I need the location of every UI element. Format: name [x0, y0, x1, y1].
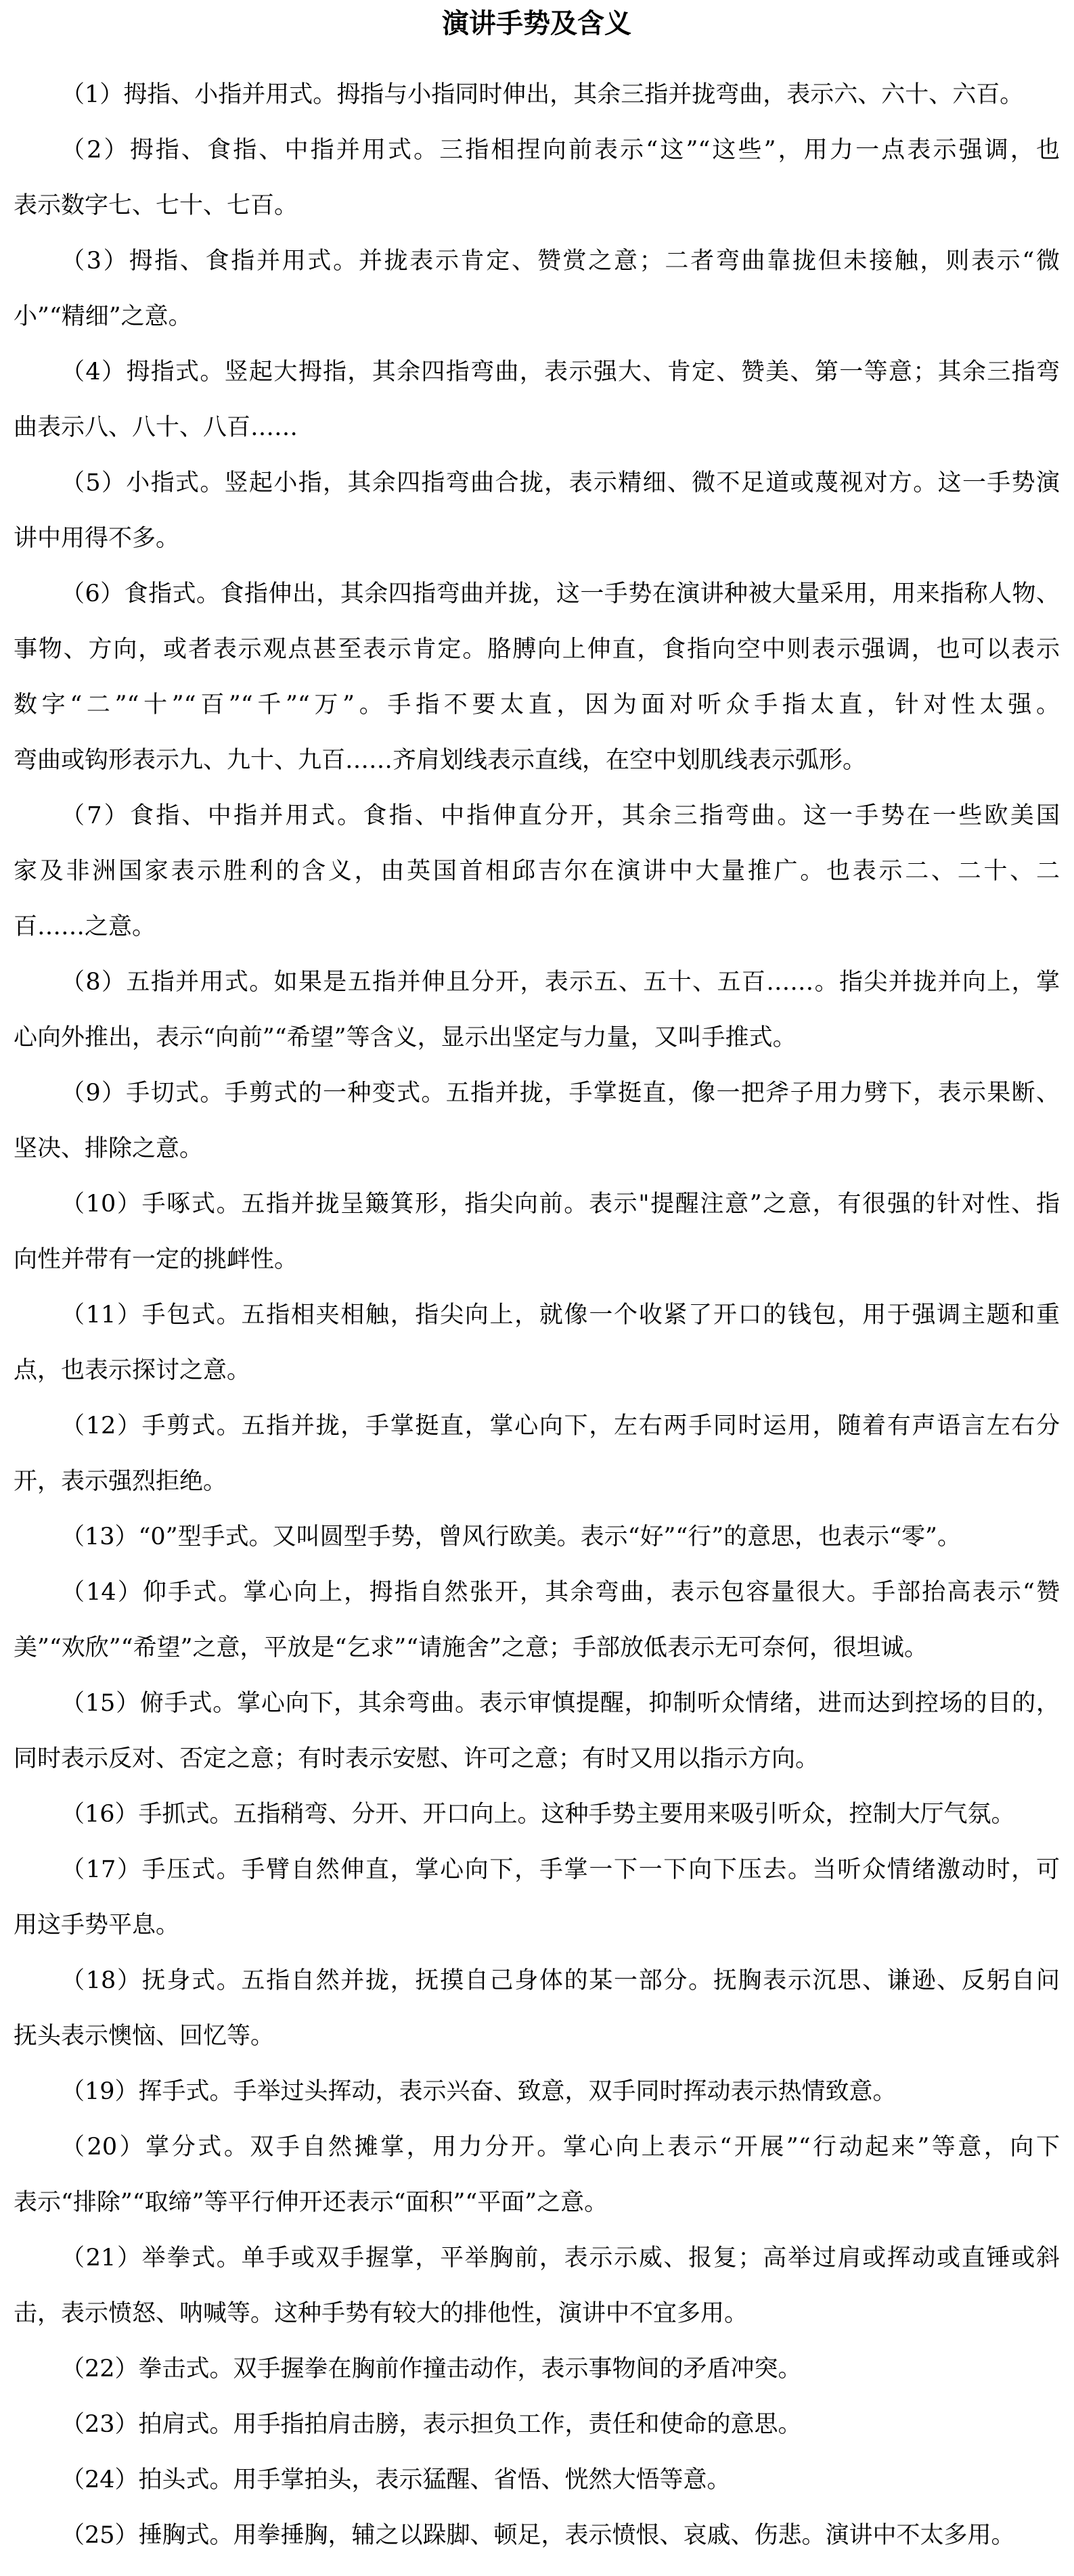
gesture-item-line: （2）拇指、食指、中指并用式。三指相捏向前表示“这”“这些”，用力一点表示强调，也 [61, 137, 1060, 164]
gesture-item-line: 百……之意。 [14, 913, 156, 940]
gesture-item-15 [14, 1676, 1060, 1787]
gesture-item-line: 坚决、排除之意。 [14, 1135, 204, 1162]
gesture-item-line: 同时表示反对、否定之意；有时表示安慰、许可之意；有时又用以指示方向。 [14, 1745, 820, 1772]
gesture-item-line: 家及非洲国家表示胜利的含义，由英国首相邱吉尔在演讲中大量推广。也表示二、二十、二 [14, 858, 1060, 885]
gesture-item-line: 心向外推出，表示“向前”“希望”等含义，显示出坚定与力量，又叫手推式。 [14, 1024, 797, 1051]
gesture-item-line: 表示“排除”“取缔”等平行伸开还表示“面积”“平面”之意。 [14, 2189, 608, 2216]
document-title: 演讲手势及含义 [442, 7, 631, 39]
gesture-item-3 [14, 233, 1060, 344]
gesture-item-line: （16）手抓式。五指稍弯、分开、开口向上。这种手势主要用来吸引听众，控制大厅气氛。 [61, 1801, 1015, 1828]
gesture-item-17 [14, 1842, 1060, 1953]
gesture-item-7 [14, 788, 1060, 954]
gesture-item-14 [14, 1565, 1060, 1676]
gesture-item-line: （3）拇指、食指并用式。并拢表示肯定、赞赏之意；二者弯曲靠拢但未接触，则表示“微 [61, 248, 1060, 275]
gesture-item-line: 击，表示愤怒、呐喊等。这种手势有较大的排他性，演讲中不宜多用。 [14, 2300, 748, 2327]
gesture-item-line: 弯曲或钩形表示九、九十、九百……齐肩划线表示直线，在空中划肌线表示弧形。 [14, 747, 867, 774]
gesture-item-line: 数字“二”“十”“百”“千”“万”。手指不要太直，因为面对听众手指太直，针对性太强。 [14, 691, 1060, 718]
gesture-item-line: （9）手切式。手剪式的一种变式。五指并拢，手掌挺直，像一把斧子用力劈下，表示果断、 [61, 1080, 1060, 1107]
gesture-item-1 [14, 67, 1060, 122]
gesture-item-line: （13）“0”型手式。又叫圆型手势，曾风行欧美。表示“好”“行”的意思，也表示“零”。 [61, 1523, 961, 1550]
gesture-item-13 [14, 1509, 1060, 1565]
gesture-item-line: 开，表示强烈拒绝。 [14, 1468, 227, 1495]
gesture-item-20 [14, 2119, 1060, 2230]
gesture-item-line: （4）拇指式。竖起大拇指，其余四指弯曲，表示强大、肯定、赞美、第一等意；其余三指弯 [61, 359, 1060, 386]
gesture-item-16 [14, 1787, 1060, 1842]
gesture-item-line: （10）手啄式。五指并拢呈簸箕形，指尖向前。表示"提醒注意”之意，有很强的针对性、指 [61, 1191, 1060, 1218]
gesture-item-19 [14, 2064, 1060, 2119]
gesture-item-line: 曲表示八、八十、八百…… [14, 414, 298, 441]
gesture-item-line: （18）抚身式。五指自然并拢，抚摸自己身体的某一部分。抚胸表示沉思、谦逊、反躬自问 [61, 1967, 1060, 1994]
gesture-item-line: （6）食指式。食指伸出，其余四指弯曲并拢，这一手势在演讲种被大量采用，用来指称人物、 [61, 580, 1060, 607]
gesture-item-line: （1）拇指、小指并用式。拇指与小指同时伸出，其余三指并拢弯曲，表示六、六十、六百。 [61, 81, 1024, 108]
gesture-item-25 [14, 2508, 1060, 2563]
gesture-item-line: （12）手剪式。五指并拢，手掌挺直，掌心向下，左右两手同时运用，随着有声语言左右分 [61, 1412, 1060, 1440]
gesture-item-line: 讲中用得不多。 [14, 525, 180, 552]
gesture-item-line: （23）拍肩式。用手指拍肩击膀，表示担负工作，责任和使命的意思。 [61, 2411, 802, 2438]
gesture-item-line: 事物、方向，或者表示观点甚至表示肯定。胳膊向上伸直，食指向空中则表示强调，也可以表示 [14, 636, 1060, 663]
gesture-item-line: （14）仰手式。掌心向上，拇指自然张开，其余弯曲，表示包容量很大。手部抬高表示“赞 [61, 1579, 1060, 1606]
gesture-item-11 [14, 1287, 1060, 1398]
gesture-item-line: 小”“精细”之意。 [14, 303, 192, 330]
gesture-item-21 [14, 2230, 1060, 2341]
gesture-item-12 [14, 1398, 1060, 1509]
gesture-list [14, 67, 1060, 2563]
gesture-item-5 [14, 455, 1060, 566]
gesture-item-line: （15）俯手式。掌心向下，其余弯曲。表示审慎提醒，抑制听众情绪，进而达到控场的目的， [61, 1690, 1060, 1717]
gesture-item-line: （21）举拳式。单手或双手握掌，平举胸前，表示示威、报复；高举过肩或挥动或直锤或斜 [61, 2245, 1060, 2272]
gesture-item-18 [14, 1953, 1060, 2064]
gesture-item-line: （17）手压式。手臂自然伸直，掌心向下，手掌一下一下向下压去。当听众情绪激动时，可 [61, 1856, 1060, 1883]
gesture-item-line: （5）小指式。竖起小指，其余四指弯曲合拢，表示精细、微不足道或蔑视对方。这一手势演 [61, 469, 1060, 497]
gesture-item-line: （24）拍头式。用手掌拍头，表示猛醒、省悟、恍然大悟等意。 [61, 2466, 731, 2493]
gesture-item-23 [14, 2397, 1060, 2452]
gesture-item-line: 抚头表示懊恼、回忆等。 [14, 2023, 275, 2050]
gesture-item-9 [14, 1065, 1060, 1176]
gesture-item-line: （19）挥手式。手举过头挥动，表示兴奋、致意，双手同时挥动表示热情致意。 [61, 2078, 897, 2105]
gesture-item-6 [14, 566, 1060, 788]
gesture-item-line: （7）食指、中指并用式。食指、中指伸直分开，其余三指弯曲。这一手势在一些欧美国 [61, 802, 1060, 829]
gesture-item-line: 美”“欢欣”“希望”之意，平放是“乞求”“请施舍”之意；手部放低表示无可奈何，很坦诚。 [14, 1634, 928, 1661]
gesture-item-10 [14, 1176, 1060, 1287]
gesture-item-line: （8）五指并用式。如果是五指并伸且分开，表示五、五十、五百……。指尖并拢并向上，掌 [61, 969, 1060, 996]
gesture-item-line: （11）手包式。五指相夹相触，指尖向上，就像一个收紧了开口的钱包，用于强调主题和重 [61, 1302, 1060, 1329]
gesture-item-24 [14, 2452, 1060, 2508]
gesture-item-8 [14, 954, 1060, 1065]
gesture-item-line: 点，也表示探讨之意。 [14, 1357, 251, 1384]
gesture-item-line: （22）拳击式。双手握拳在胸前作撞击动作，表示事物间的矛盾冲突。 [61, 2355, 802, 2383]
gesture-item-4 [14, 344, 1060, 455]
gesture-item-line: （20）掌分式。双手自然摊掌，用力分开。掌心向上表示“开展”“行动起来”等意，向下 [61, 2134, 1060, 2161]
gesture-item-line: 向性并带有一定的挑衅性。 [14, 1246, 298, 1273]
gesture-item-2 [14, 122, 1060, 233]
gesture-item-line: （25）捶胸式。用拳捶胸，辅之以跺脚、顿足，表示愤恨、哀戚、伤悲。演讲中不太多用。 [61, 2522, 1015, 2549]
gesture-item-line: 用这手势平息。 [14, 1912, 180, 1939]
gesture-item-22 [14, 2341, 1060, 2397]
gesture-item-line: 表示数字七、七十、七百。 [14, 192, 298, 219]
